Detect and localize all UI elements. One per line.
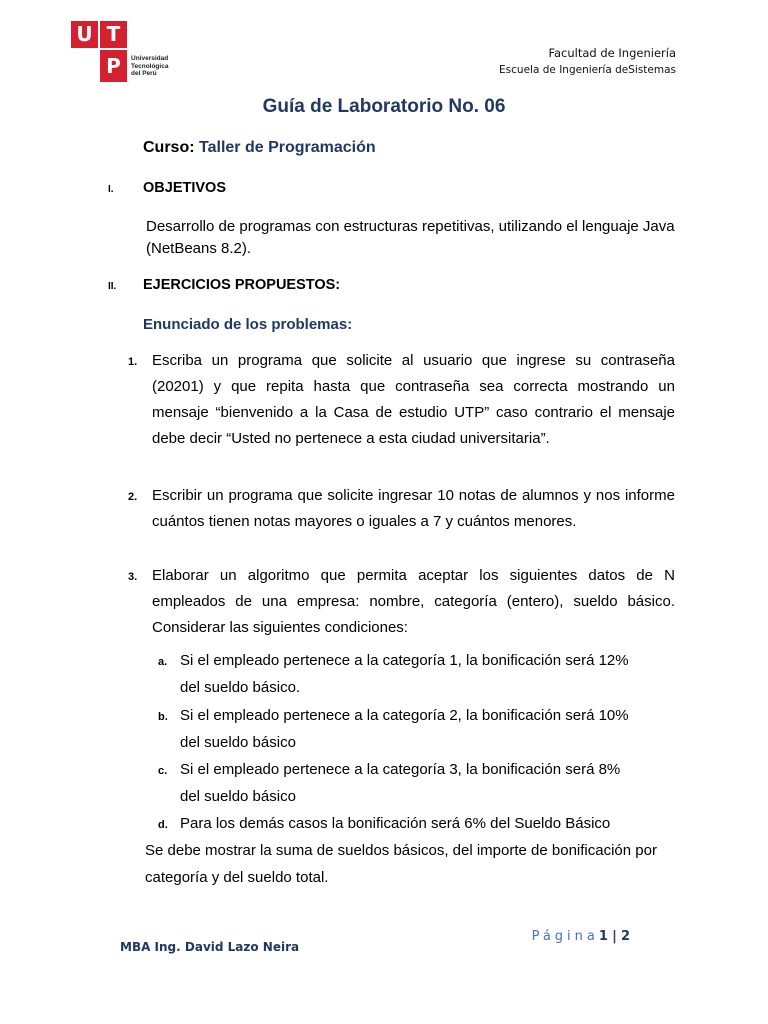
logo-line-1: Universidad [131, 55, 169, 62]
logo-wordmark [131, 55, 168, 78]
section1-heading: OBJETIVOS [143, 180, 226, 196]
condition-line: del sueldo básico [180, 788, 296, 805]
section2-heading: EJERCICIOS PROPUESTOS: [143, 277, 341, 293]
page-current: 1 [598, 929, 608, 944]
problem-number: 3. [128, 571, 138, 583]
page-separator: | [612, 929, 617, 944]
section1-numeral: I. [108, 184, 114, 195]
logo-letter-u: U [71, 21, 98, 48]
condition-line: del sueldo básico [180, 734, 296, 751]
problem-text: Escribir un programa que solicite ingresar 10 notas de alumnos y nos informe cuántos tienen notas mayores o iguales a 7 y cuántos menores. [152, 487, 675, 530]
course-line [143, 139, 376, 157]
problem-number: 2. [128, 491, 138, 503]
condition-letter: a. [158, 656, 168, 668]
condition-line: Para los demás casos la bonificación será 6% del Sueldo Básico [180, 815, 611, 832]
header-school: Escuela de Ingeniería deSistemas [499, 64, 676, 76]
condition-line: del sueldo básico. [180, 679, 301, 696]
condition-letter: c. [158, 765, 168, 777]
logo-letter-p: P [100, 50, 127, 82]
header-faculty: Facultad de Ingeniería [548, 46, 676, 60]
course-label: Curso: [143, 139, 195, 156]
problem-number: 1. [128, 356, 138, 368]
logo-letter-t: T [100, 21, 127, 48]
page-total: 2 [620, 929, 630, 944]
condition-line: Si el empleado pertenece a la categoría 3, la bonificación será 8% [180, 761, 621, 778]
course-name: Taller de Programación [199, 139, 376, 156]
condition-line: Si el empleado pertenece a la categoría 1, la bonificación será 12% [180, 652, 629, 669]
problems-subheading: Enunciado de los problemas: [143, 316, 353, 333]
logo-spacer [71, 50, 98, 82]
logo-line-2: Tecnológica [131, 62, 169, 70]
page-title: Guía de Laboratorio No. 06 [262, 96, 506, 117]
logo-line-3: del Perú [131, 70, 157, 77]
page-label: Página [531, 929, 599, 944]
utp-logo [71, 21, 175, 83]
problem-text: Escriba un programa que solicite al usuario que ingrese su contraseña (20201) y que repita hasta que contraseña sea correcta mostrando un mensaje “bienvenido a la Casa de estudio UTP” caso contrario el mensaje debe decir “Usted no pertenece a esta ciudad universitaria”. [152, 352, 675, 447]
condition-letter: d. [158, 819, 168, 831]
section2-numeral: II. [108, 281, 117, 292]
footer-author: MBA Ing. David Lazo Neira [120, 940, 300, 954]
page-number [532, 929, 630, 944]
condition-line: Si el empleado pertenece a la categoría 2, la bonificación será 10% [180, 707, 629, 724]
closing-text: Se debe mostrar la suma de sueldos básicos, del importe de bonificación por categoría y del sueldo total. [145, 842, 657, 886]
condition-letter: b. [158, 711, 168, 723]
objectives-text: Desarrollo de programas con estructuras repetitivas, utilizando el lenguaje Java (NetBeans 8.2). [146, 218, 675, 257]
problem-text: Elaborar un algoritmo que permita aceptar los siguientes datos de N empleados de una empresa: nombre, categoría (entero), sueldo básico. Considerar las siguientes condiciones: [152, 567, 675, 636]
